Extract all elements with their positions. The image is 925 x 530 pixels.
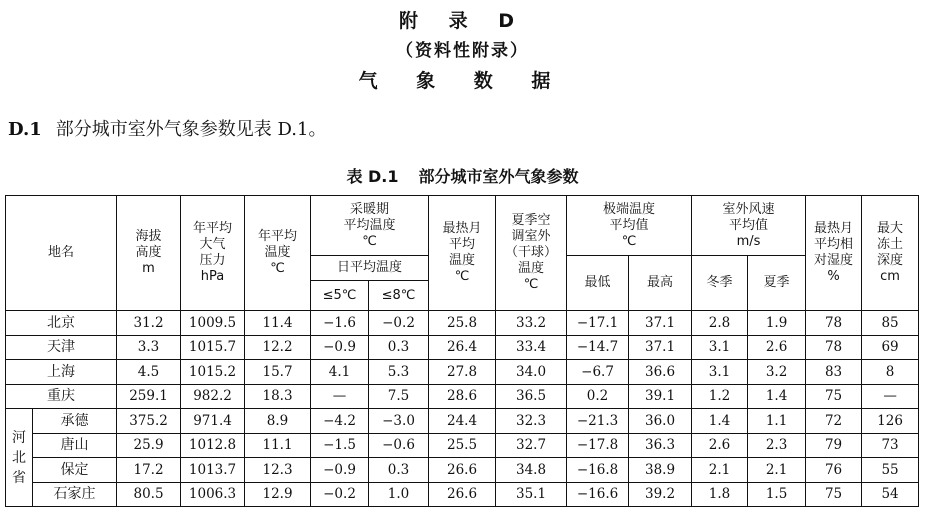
- hottest-month-cell: 25.8: [429, 311, 496, 336]
- ext-low-cell: −17.1: [567, 311, 629, 336]
- wind-summer-cell: 1.1: [748, 409, 806, 434]
- frost-depth-cell: 73: [862, 433, 919, 458]
- wind-winter-cell: 1.2: [692, 384, 748, 409]
- header-winter: 冬季: [692, 256, 748, 311]
- le5-cell: 4.1: [311, 360, 369, 385]
- wind-summer-cell: 1.9: [748, 311, 806, 336]
- appendix-title: 气 象 数 据: [358, 70, 567, 92]
- wind-winter-cell: 2.8: [692, 311, 748, 336]
- header-wind-speed: 室外风速 平均值 m/s: [692, 196, 806, 256]
- wind-summer-cell: 1.5: [748, 482, 806, 507]
- ext-high-cell: 36.0: [629, 409, 692, 434]
- header-place: 地名: [6, 196, 117, 311]
- wind-summer-cell: 2.6: [748, 335, 806, 360]
- annual-temp-cell: 12.2: [245, 335, 311, 360]
- le5-cell: −1.6: [311, 311, 369, 336]
- city-cell: 上海: [6, 360, 117, 385]
- frost-depth-cell: 8: [862, 360, 919, 385]
- city-cell: 石家庄: [33, 482, 117, 507]
- ext-low-cell: −17.8: [567, 433, 629, 458]
- ext-low-cell: −14.7: [567, 335, 629, 360]
- header-summer-ac: 夏季空 调室外 （干球） 温度 ℃: [496, 196, 567, 311]
- pressure-cell: 1012.8: [181, 433, 245, 458]
- ext-high-cell: 39.2: [629, 482, 692, 507]
- hottest-month-cell: 26.6: [429, 458, 496, 483]
- le5-cell: −4.2: [311, 409, 369, 434]
- summer-ac-cell: 35.1: [496, 482, 567, 507]
- le8-cell: 7.5: [369, 384, 429, 409]
- altitude-cell: 259.1: [117, 384, 181, 409]
- wind-summer-cell: 2.1: [748, 458, 806, 483]
- weather-table: [5, 195, 919, 507]
- annual-temp-cell: 18.3: [245, 384, 311, 409]
- wind-winter-cell: 2.6: [692, 433, 748, 458]
- frost-depth-cell: 55: [862, 458, 919, 483]
- table-row: [6, 335, 919, 360]
- humidity-cell: 72: [806, 409, 862, 434]
- header-heating-period: 采暖期 平均温度 ℃: [311, 196, 429, 256]
- header-ext-high: 最高: [629, 256, 692, 311]
- wind-winter-cell: 3.1: [692, 335, 748, 360]
- le5-cell: −0.9: [311, 458, 369, 483]
- table-row: [6, 384, 919, 409]
- appendix-heading: 附 录 D: [398, 10, 526, 32]
- summer-ac-cell: 34.8: [496, 458, 567, 483]
- humidity-cell: 76: [806, 458, 862, 483]
- province-cell: 河 北 省: [6, 409, 33, 507]
- altitude-cell: 4.5: [117, 360, 181, 385]
- ext-low-cell: −21.3: [567, 409, 629, 434]
- wind-winter-cell: 1.4: [692, 409, 748, 434]
- altitude-cell: 31.2: [117, 311, 181, 336]
- summer-ac-cell: 32.7: [496, 433, 567, 458]
- city-cell: 承德: [33, 409, 117, 434]
- intro-paragraph: [8, 115, 326, 141]
- summer-ac-cell: 34.0: [496, 360, 567, 385]
- header-summer: 夏季: [748, 256, 806, 311]
- altitude-cell: 3.3: [117, 335, 181, 360]
- header-le5: ≤5℃: [311, 281, 369, 311]
- le8-cell: −0.6: [369, 433, 429, 458]
- annual-temp-cell: 11.4: [245, 311, 311, 336]
- city-cell: 重庆: [6, 384, 117, 409]
- ext-low-cell: −16.8: [567, 458, 629, 483]
- hottest-month-cell: 26.4: [429, 335, 496, 360]
- ext-high-cell: 37.1: [629, 311, 692, 336]
- table-caption-title: 部分城市室外气象参数: [418, 167, 579, 186]
- pressure-cell: 1015.2: [181, 360, 245, 385]
- table-row: [6, 433, 919, 458]
- summer-ac-cell: 33.2: [496, 311, 567, 336]
- table-row: [6, 482, 919, 507]
- hottest-month-cell: 24.4: [429, 409, 496, 434]
- annual-temp-cell: 11.1: [245, 433, 311, 458]
- ext-high-cell: 36.3: [629, 433, 692, 458]
- le8-cell: 1.0: [369, 482, 429, 507]
- humidity-cell: 75: [806, 384, 862, 409]
- pressure-cell: 1015.7: [181, 335, 245, 360]
- city-cell: 天津: [6, 335, 117, 360]
- ext-high-cell: 36.6: [629, 360, 692, 385]
- wind-summer-cell: 3.2: [748, 360, 806, 385]
- altitude-cell: 17.2: [117, 458, 181, 483]
- frost-depth-cell: 85: [862, 311, 919, 336]
- wind-summer-cell: 2.3: [748, 433, 806, 458]
- le8-cell: −3.0: [369, 409, 429, 434]
- le8-cell: 0.3: [369, 458, 429, 483]
- annual-temp-cell: 15.7: [245, 360, 311, 385]
- table-caption-label: 表 D.1: [346, 167, 399, 186]
- humidity-cell: 83: [806, 360, 862, 385]
- le5-cell: −0.9: [311, 335, 369, 360]
- header-daily-avg: 日平均温度: [311, 256, 429, 281]
- summer-ac-cell: 33.4: [496, 335, 567, 360]
- le8-cell: 0.3: [369, 335, 429, 360]
- pressure-cell: 1013.7: [181, 458, 245, 483]
- ext-low-cell: −16.6: [567, 482, 629, 507]
- ext-low-cell: 0.2: [567, 384, 629, 409]
- summer-ac-cell: 32.3: [496, 409, 567, 434]
- ext-low-cell: −6.7: [567, 360, 629, 385]
- pressure-cell: 982.2: [181, 384, 245, 409]
- hottest-month-cell: 27.8: [429, 360, 496, 385]
- frost-depth-cell: —: [862, 384, 919, 409]
- pressure-cell: 971.4: [181, 409, 245, 434]
- frost-depth-cell: 69: [862, 335, 919, 360]
- header-frost-depth: 最大 冻土 深度 cm: [862, 196, 919, 311]
- header-pressure: 年平均 大气 压力 hPa: [181, 196, 245, 311]
- humidity-cell: 75: [806, 482, 862, 507]
- summer-ac-cell: 36.5: [496, 384, 567, 409]
- wind-winter-cell: 3.1: [692, 360, 748, 385]
- table-row: [6, 409, 919, 434]
- header-le8: ≤8℃: [369, 281, 429, 311]
- le8-cell: 5.3: [369, 360, 429, 385]
- hottest-month-cell: 28.6: [429, 384, 496, 409]
- altitude-cell: 25.9: [117, 433, 181, 458]
- wind-winter-cell: 2.1: [692, 458, 748, 483]
- table-row: [6, 311, 919, 336]
- intro-text: 部分城市室外气象参数见表 D.1。: [55, 119, 327, 140]
- le5-cell: −1.5: [311, 433, 369, 458]
- table-caption: [0, 164, 925, 187]
- frost-depth-cell: 126: [862, 409, 919, 434]
- le8-cell: −0.2: [369, 311, 429, 336]
- annual-temp-cell: 12.9: [245, 482, 311, 507]
- altitude-cell: 375.2: [117, 409, 181, 434]
- table-row: [6, 458, 919, 483]
- annual-temp-cell: 12.3: [245, 458, 311, 483]
- header-annual-temp: 年平均 温度 ℃: [245, 196, 311, 311]
- wind-summer-cell: 1.4: [748, 384, 806, 409]
- city-cell: 唐山: [33, 433, 117, 458]
- header-hottest-month: 最热月 平均 温度 ℃: [429, 196, 496, 311]
- hottest-month-cell: 26.6: [429, 482, 496, 507]
- ext-high-cell: 39.1: [629, 384, 692, 409]
- pressure-cell: 1009.5: [181, 311, 245, 336]
- humidity-cell: 79: [806, 433, 862, 458]
- table-row: [6, 360, 919, 385]
- le5-cell: —: [311, 384, 369, 409]
- humidity-cell: 78: [806, 335, 862, 360]
- humidity-cell: 78: [806, 311, 862, 336]
- header-ext-low: 最低: [567, 256, 629, 311]
- altitude-cell: 80.5: [117, 482, 181, 507]
- header-extreme-temp: 极端温度 平均值 ℃: [567, 196, 692, 256]
- frost-depth-cell: 54: [862, 482, 919, 507]
- le5-cell: −0.2: [311, 482, 369, 507]
- pressure-cell: 1006.3: [181, 482, 245, 507]
- header-humidity: 最热月 平均相 对湿度 %: [806, 196, 862, 311]
- header-altitude: 海拔 高度 m: [117, 196, 181, 311]
- hottest-month-cell: 25.5: [429, 433, 496, 458]
- annual-temp-cell: 8.9: [245, 409, 311, 434]
- city-cell: 保定: [33, 458, 117, 483]
- ext-high-cell: 38.9: [629, 458, 692, 483]
- city-cell: 北京: [6, 311, 117, 336]
- ext-high-cell: 37.1: [629, 335, 692, 360]
- wind-winter-cell: 1.8: [692, 482, 748, 507]
- section-number: D.1: [8, 119, 42, 140]
- appendix-note: （资料性附录）: [396, 41, 529, 61]
